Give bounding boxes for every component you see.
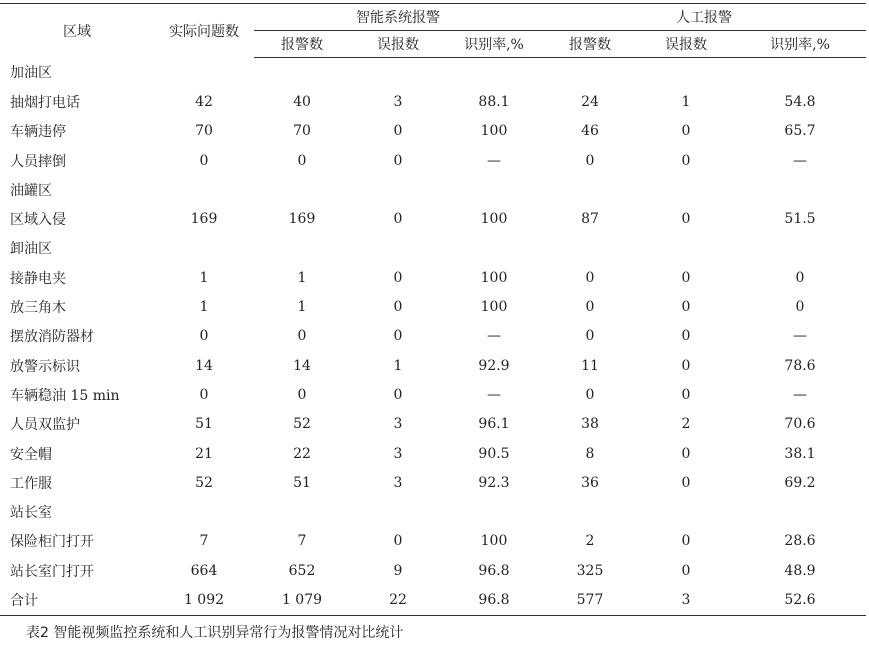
row-label: 放警示标识 xyxy=(10,358,80,375)
table-cell: 325 xyxy=(576,562,604,579)
table-cell: 96.8 xyxy=(446,585,542,615)
table-cell: 28.6 xyxy=(784,533,816,550)
table-cell: 3 xyxy=(393,474,403,491)
table-row xyxy=(0,87,866,116)
table-cell: 2 xyxy=(585,533,595,550)
empty-cell xyxy=(154,234,254,263)
row-label: 安全帽 xyxy=(10,446,52,463)
table-row xyxy=(0,556,866,585)
section-row xyxy=(0,58,866,88)
empty-cell xyxy=(734,234,866,263)
table-row xyxy=(0,117,866,146)
table-cell: 3 xyxy=(393,416,403,433)
empty-cell xyxy=(734,58,866,88)
empty-cell xyxy=(638,58,734,88)
table-cell: 92.9 xyxy=(478,357,510,374)
empty-cell xyxy=(734,497,866,526)
empty-cell xyxy=(154,58,254,88)
section-label: 油罐区 xyxy=(10,182,52,199)
table-cell: 0 xyxy=(393,533,403,550)
table-cell: 70 xyxy=(195,123,213,140)
table-cell: 24 xyxy=(581,93,599,110)
table-cell: 0 xyxy=(681,152,691,169)
table-cell: — xyxy=(487,152,501,169)
table-cell: 3 xyxy=(638,585,734,615)
table-cell: 0 xyxy=(681,533,691,550)
table-cell: 0 xyxy=(585,386,595,403)
table-cell: 169 xyxy=(190,211,218,228)
table-cell: 577 xyxy=(542,585,638,615)
section-label: 卸油区 xyxy=(10,241,52,258)
table-cell: 51 xyxy=(293,474,311,491)
empty-cell xyxy=(350,175,446,204)
empty-cell xyxy=(350,497,446,526)
header-actual: 实际问题数 xyxy=(154,4,254,58)
table-cell: 40 xyxy=(293,93,311,110)
table-cell: 14 xyxy=(195,357,213,374)
table-cell: 0 xyxy=(393,123,403,140)
table-cell: 38 xyxy=(581,416,599,433)
table-row xyxy=(0,351,866,380)
table-cell: 3 xyxy=(393,93,403,110)
table-cell: 70.6 xyxy=(784,416,816,433)
table-cell: 0 xyxy=(393,211,403,228)
table-cell: 52 xyxy=(293,416,311,433)
empty-cell xyxy=(254,497,350,526)
table-cell: 100 xyxy=(480,123,508,140)
table-cell: 169 xyxy=(288,211,316,228)
table-cell: 0 xyxy=(585,152,595,169)
table-cell: 87 xyxy=(581,211,599,228)
table-cell: 1 xyxy=(393,357,403,374)
table-cell: 7 xyxy=(199,533,209,550)
empty-cell xyxy=(254,175,350,204)
header-smart-false: 误报数 xyxy=(350,31,446,58)
empty-cell xyxy=(254,234,350,263)
table-cell: 42 xyxy=(195,93,213,110)
row-label: 保险柜门打开 xyxy=(10,534,94,551)
section-row xyxy=(0,497,866,526)
table-cell: — xyxy=(793,328,808,345)
row-label: 抽烟打电话 xyxy=(10,94,80,111)
empty-cell xyxy=(542,497,638,526)
row-label: 工作服 xyxy=(10,475,52,492)
table-cell: 22 xyxy=(350,585,446,615)
table-cell: 0 xyxy=(681,269,691,286)
table-cell: 0 xyxy=(199,152,209,169)
table-row xyxy=(0,468,866,497)
header-smart-rate: 识别率,% xyxy=(446,31,542,58)
table-cell: 1 092 xyxy=(154,585,254,615)
table-cell: 1 079 xyxy=(254,585,350,615)
row-label: 接静电夹 xyxy=(10,270,66,287)
table-cell: 100 xyxy=(480,269,508,286)
table-cell: — xyxy=(793,152,808,169)
section-label: 加油区 xyxy=(10,65,52,82)
table-cell: 100 xyxy=(480,211,508,228)
table-cell: 11 xyxy=(581,357,599,374)
header-manual-false: 误报数 xyxy=(638,31,734,58)
table-body xyxy=(0,58,866,616)
table-cell: 14 xyxy=(293,357,311,374)
empty-cell xyxy=(734,175,866,204)
table-cell: 0 xyxy=(681,386,691,403)
table-cell: — xyxy=(793,386,808,403)
table-cell: 0 xyxy=(681,328,691,345)
table-row xyxy=(0,527,866,556)
table-cell: 0 xyxy=(681,357,691,374)
section-row xyxy=(0,175,866,204)
table-cell: 0 xyxy=(681,562,691,579)
header-manual-alarm: 报警数 xyxy=(542,31,638,58)
table-cell: 0 xyxy=(681,299,691,316)
table-cell: 664 xyxy=(190,562,218,579)
row-label: 人员双监护 xyxy=(10,417,80,434)
table-caption: 表2 智能视频监控系统和人工识别异常行为报警情况对比统计 xyxy=(26,625,404,641)
empty-cell xyxy=(446,234,542,263)
table-cell: 90.5 xyxy=(478,445,510,462)
table-cell: — xyxy=(487,386,501,403)
row-label: 放三角木 xyxy=(10,300,66,317)
empty-cell xyxy=(350,234,446,263)
table-cell: 96.1 xyxy=(478,416,510,433)
table-cell: 652 xyxy=(288,562,316,579)
table-cell: 54.8 xyxy=(784,93,816,110)
table-cell: 1 xyxy=(297,299,307,316)
table-cell: 92.3 xyxy=(478,474,510,491)
table-cell: 7 xyxy=(297,533,307,550)
row-label: 摆放消防器材 xyxy=(10,329,94,346)
empty-cell xyxy=(638,175,734,204)
empty-cell xyxy=(446,497,542,526)
table-cell: 22 xyxy=(293,445,311,462)
empty-cell xyxy=(154,175,254,204)
table-cell: 1 xyxy=(199,269,209,286)
table-cell: 0 xyxy=(585,328,595,345)
table-cell: 9 xyxy=(393,562,403,579)
section-label: 站长室 xyxy=(10,505,52,522)
table-cell: 48.9 xyxy=(784,562,816,579)
row-label: 车辆稳油 15 min xyxy=(10,387,120,404)
table-row xyxy=(0,439,866,468)
empty-cell xyxy=(542,175,638,204)
row-label: 人员摔倒 xyxy=(10,153,66,170)
table-row xyxy=(0,263,866,292)
table-cell: 96.8 xyxy=(478,562,510,579)
header-region: 区域 xyxy=(0,4,154,58)
table-cell: 0 xyxy=(297,386,307,403)
table-cell: 69.2 xyxy=(784,474,816,491)
table-cell: 38.1 xyxy=(784,445,816,462)
header-smart-alarm: 报警数 xyxy=(254,31,350,58)
table-row xyxy=(0,292,866,321)
table-cell: 0 xyxy=(681,211,691,228)
table-cell: 0 xyxy=(795,299,805,316)
table-cell: 51.5 xyxy=(784,211,816,228)
table-cell: 36 xyxy=(581,474,599,491)
table-cell: 0 xyxy=(681,123,691,140)
table-cell: 0 xyxy=(393,152,403,169)
header-manual-rate: 识别率,% xyxy=(734,31,866,58)
table-cell: 0 xyxy=(393,269,403,286)
table-row xyxy=(0,146,866,175)
table-row xyxy=(0,204,866,233)
table-row xyxy=(0,410,866,439)
comparison-table xyxy=(0,3,866,616)
table-cell: 1 xyxy=(681,93,691,110)
table-cell: 65.7 xyxy=(784,123,816,140)
empty-cell xyxy=(446,175,542,204)
section-row xyxy=(0,234,866,263)
table-cell: 88.1 xyxy=(478,93,510,110)
table-cell: 0 xyxy=(585,269,595,286)
table-cell: 1 xyxy=(297,269,307,286)
table-cell: 0 xyxy=(199,386,209,403)
table-cell: 2 xyxy=(681,416,691,433)
table-cell: 21 xyxy=(195,445,213,462)
table-cell: 46 xyxy=(581,123,599,140)
header-manual-group: 人工报警 xyxy=(542,4,866,31)
empty-cell xyxy=(446,58,542,88)
empty-cell xyxy=(154,497,254,526)
table-cell: 100 xyxy=(480,299,508,316)
empty-cell xyxy=(254,58,350,88)
table-cell: 51 xyxy=(195,416,213,433)
table-cell: 100 xyxy=(480,533,508,550)
table-cell: 70 xyxy=(293,123,311,140)
table-row xyxy=(0,380,866,409)
table-cell: — xyxy=(487,328,501,345)
table-row xyxy=(0,322,866,351)
empty-cell xyxy=(542,58,638,88)
table-cell: 52 xyxy=(195,474,213,491)
empty-cell xyxy=(350,58,446,88)
header-smart-group: 智能系统报警 xyxy=(254,4,542,31)
table-cell: 0 xyxy=(393,328,403,345)
table-cell: 8 xyxy=(585,445,595,462)
empty-cell xyxy=(638,497,734,526)
empty-cell xyxy=(638,234,734,263)
table-cell: 0 xyxy=(297,152,307,169)
table-cell: 0 xyxy=(585,299,595,316)
table-cell: 0 xyxy=(795,269,805,286)
table-cell: 0 xyxy=(297,328,307,345)
table-cell: 78.6 xyxy=(784,357,816,374)
empty-cell xyxy=(542,234,638,263)
table-cell: 52.6 xyxy=(734,585,866,615)
table-cell: 0 xyxy=(393,386,403,403)
table-cell: 0 xyxy=(199,328,209,345)
row-label: 合计 xyxy=(0,585,154,615)
row-label: 站长室门打开 xyxy=(10,563,94,580)
table-cell: 0 xyxy=(681,474,691,491)
row-label: 车辆违停 xyxy=(10,124,66,141)
row-label: 区域入侵 xyxy=(10,212,66,229)
table-cell: 3 xyxy=(393,445,403,462)
table-cell: 1 xyxy=(199,299,209,316)
table-row xyxy=(0,585,866,615)
table-cell: 0 xyxy=(393,299,403,316)
table-cell: 0 xyxy=(681,445,691,462)
